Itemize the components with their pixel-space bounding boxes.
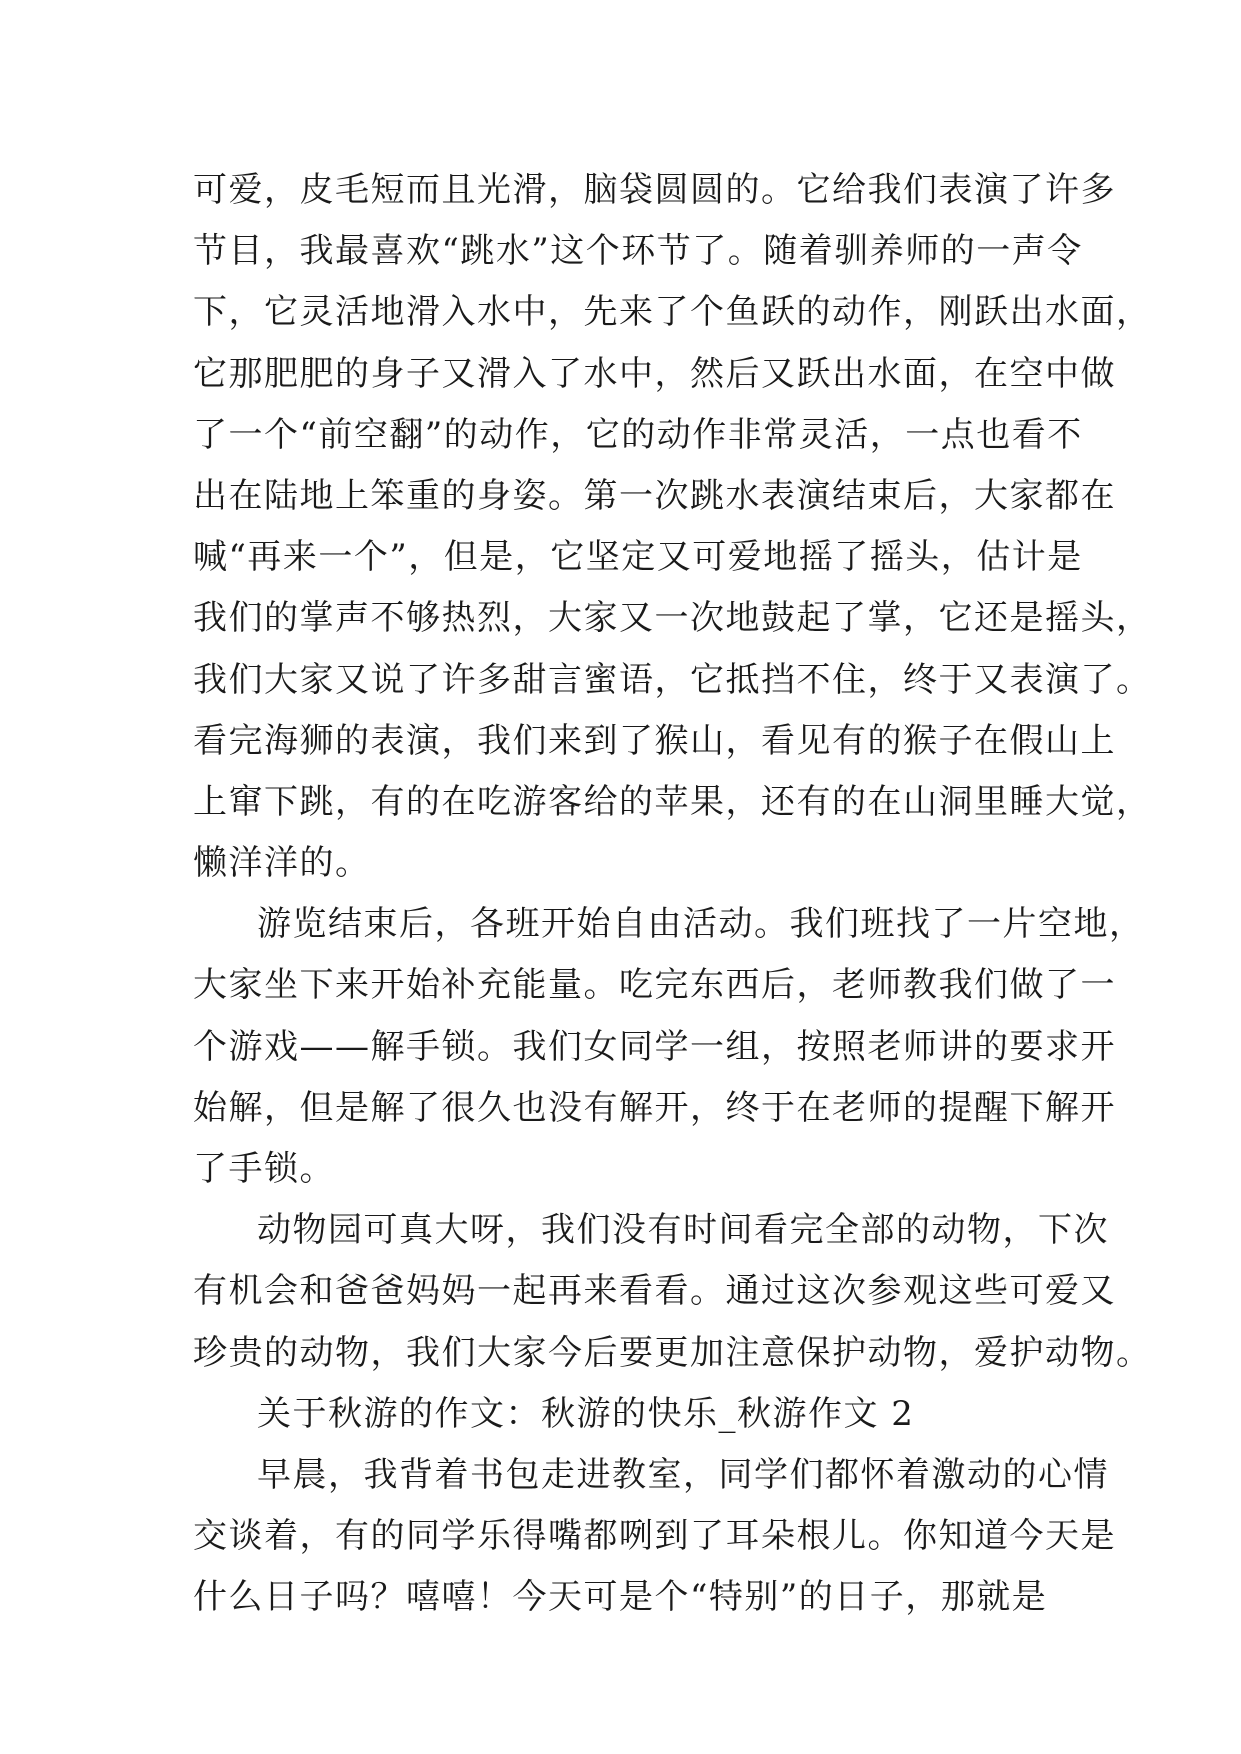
paragraph-first-line: 早晨，我背着书包走进教室，同学们都怀着激动的心情 [257, 1454, 1109, 1495]
text-line: 交谈着，有的同学乐得嘴都咧到了耳朵根儿。你知道今天是 [193, 1516, 1116, 1557]
text-line: 懒洋洋的。 [193, 843, 371, 884]
text-line: 上窜下跳，有的在吃游客给的苹果，还有的在山洞里睡大觉， [193, 781, 1152, 822]
text-line: 节目，我最喜欢“跳水”这个环节了。随着驯养师的一声令 [193, 231, 1083, 272]
text-line: 它那肥肥的身子又滑入了水中，然后又跃出水面，在空中做 [193, 353, 1116, 394]
text-line: 我们大家又说了许多甜言蜜语，它抵挡不住，终于又表演了。 [193, 659, 1152, 700]
text-line: 了手锁。 [193, 1149, 335, 1189]
text-line: 我们的掌声不够热烈，大家又一次地鼓起了掌，它还是摇头， [193, 598, 1152, 639]
text-line: 有机会和爸爸妈妈一起再来看看。通过这次参观这些可爱又 [193, 1271, 1116, 1312]
paragraph-first-line: 关于秋游的作文：秋游的快乐_秋游作文 2 [257, 1393, 915, 1434]
text-line: 出在陆地上笨重的身姿。第一次跳水表演结束后，大家都在 [193, 475, 1116, 516]
text-line: 什么日子吗？嘻嘻！今天可是个“特别”的日子，那就是 [193, 1577, 1048, 1618]
paragraph-first-line: 动物园可真大呀，我们没有时间看完全部的动物，下次 [257, 1210, 1109, 1251]
text-line: 下，它灵活地滑入水中，先来了个鱼跃的动作，刚跃出水面， [193, 292, 1152, 333]
document-body [193, 160, 1152, 1629]
paragraph-first-line: 游览结束后，各班开始自由活动。我们班找了一片空地， [257, 904, 1145, 945]
text-line: 喊“再来一个”，但是，它坚定又可爱地摇了摇头，估计是 [193, 537, 1083, 578]
text-line: 大家坐下来开始补充能量。吃完东西后，老师教我们做了一 [193, 965, 1116, 1006]
text-line: 看完海狮的表演，我们来到了猴山，看见有的猴子在假山上 [193, 720, 1116, 761]
text-line: 始解，但是解了很久也没有解开，终于在老师的提醒下解开 [193, 1087, 1116, 1128]
text-line: 珍贵的动物，我们大家今后要更加注意保护动物，爱护动物。 [193, 1332, 1152, 1373]
text-line: 了一个“前空翻”的动作，它的动作非常灵活，一点也看不 [193, 414, 1083, 455]
text-line: 个游戏——解手锁。我们女同学一组，按照老师讲的要求开 [193, 1026, 1116, 1067]
text-line: 可爱，皮毛短而且光滑，脑袋圆圆的。它给我们表演了许多 [193, 170, 1116, 210]
